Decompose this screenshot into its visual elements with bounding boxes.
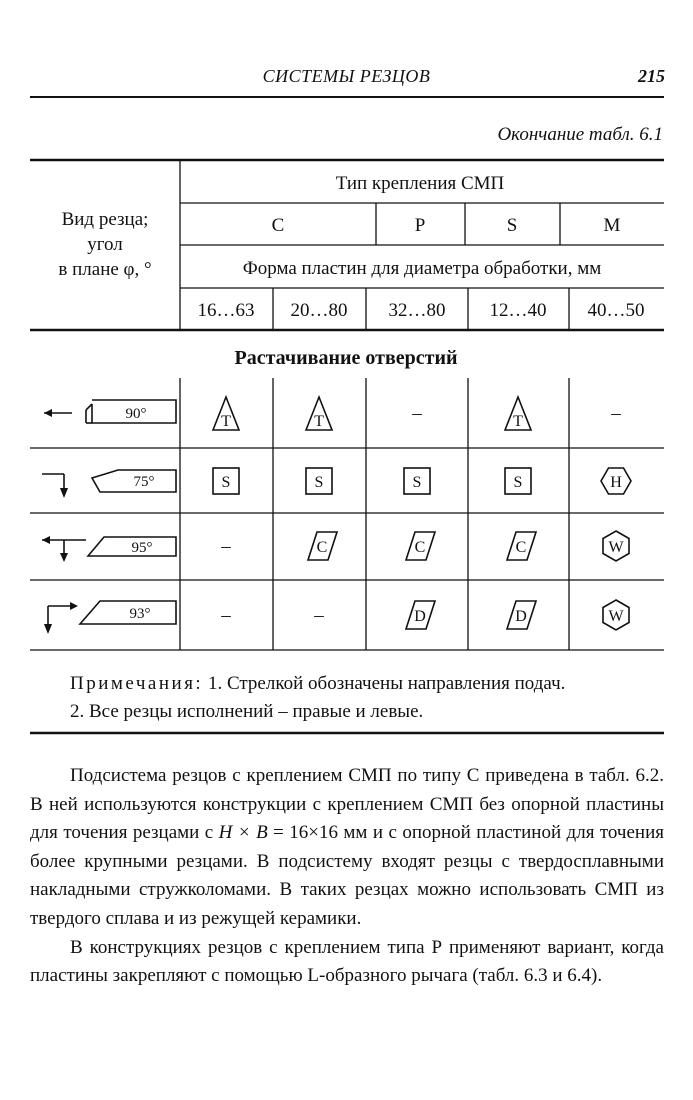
row-header-line-2: угол xyxy=(87,234,123,255)
note-1: 1. Стрелкой обозначены направления подач. xyxy=(203,673,566,694)
row-header-line-1: Вид резца; xyxy=(61,209,149,230)
insert-shape-label: S xyxy=(221,474,231,491)
insert-shape-label: S xyxy=(314,474,324,491)
insert-shape-label: S xyxy=(513,474,523,491)
insert-shape-rhombus-icon xyxy=(308,532,337,560)
diameter-range-5: 40…50 xyxy=(587,300,645,321)
cutter-icon-90 xyxy=(44,400,176,423)
insert-shape-dash-icon xyxy=(313,605,324,626)
paragraph-2: В конструкциях резцов с креплением типа Р применяют вариант, когда пластины закрепляют с помощью L-образного рычага (табл. 6.3 и 6.4). xyxy=(30,936,664,987)
insert-shape-triangle-icon xyxy=(213,397,239,430)
insert-shape-triangle-icon xyxy=(306,397,332,430)
formula-h-b: H × B xyxy=(218,822,268,844)
insert-shape-label: S xyxy=(412,474,422,491)
cutter-icon-95 xyxy=(42,536,176,562)
insert-shape-rhombus-icon xyxy=(507,601,536,629)
insert-shape-rhombus-icon xyxy=(406,532,435,560)
table-continuation-caption: Окончание табл. 6.1 xyxy=(497,124,663,145)
insert-shape-square-icon xyxy=(213,468,239,494)
insert-shape-label: C xyxy=(515,539,527,556)
insert-shape-label: T xyxy=(314,413,324,430)
insert-shape-dash-icon xyxy=(411,403,422,424)
insert-shape-square-icon xyxy=(505,468,531,494)
insert-shape-subheader: Форма пластин для диаметра обработки, мм xyxy=(242,258,602,279)
insert-shape-label: T xyxy=(221,413,231,430)
cell-dash: – xyxy=(412,403,422,424)
insert-shape-label: H xyxy=(610,474,622,491)
body-text xyxy=(30,762,664,991)
cutter-angle-90: 90° xyxy=(125,406,147,422)
notes-label: Примечания: xyxy=(70,673,204,694)
section-title-boring: Растачивание отверстий xyxy=(234,347,458,369)
insert-shape-label: C xyxy=(316,539,328,556)
cutter-angle-93: 93° xyxy=(129,606,151,622)
insert-shape-trigon-icon xyxy=(603,600,629,630)
insert-shape-dash-icon xyxy=(220,605,231,626)
cutter-angle-75: 75° xyxy=(133,474,155,490)
cutter-icon-93 xyxy=(44,601,176,634)
insert-shape-label: D xyxy=(515,608,527,625)
diameter-range-3: 32…80 xyxy=(388,300,446,321)
insert-shape-square-icon xyxy=(306,468,332,494)
cell-dash: – xyxy=(221,605,231,626)
cell-dash: – xyxy=(314,605,324,626)
cell-dash: – xyxy=(221,536,231,557)
cutter-icon-75 xyxy=(42,470,176,498)
insert-shape-label: T xyxy=(513,413,523,430)
insert-shape-label: D xyxy=(414,608,426,625)
mount-type-group-title: Тип крепления СМП xyxy=(335,173,505,194)
insert-shape-triangle-icon xyxy=(505,397,531,430)
insert-shape-hexagon-icon xyxy=(601,468,631,494)
cutter-angle-95: 95° xyxy=(131,540,153,556)
mount-type-m: M xyxy=(603,215,621,236)
table-notes xyxy=(70,670,565,726)
page-number: 215 xyxy=(638,66,665,86)
insert-shape-rhombus-icon xyxy=(406,601,435,629)
cell-dash: – xyxy=(611,403,621,424)
insert-shape-trigon-icon xyxy=(603,531,629,561)
insert-shape-label: C xyxy=(414,539,426,556)
note-2: 2. Все резцы исполнений – правые и левые. xyxy=(70,701,424,722)
insert-shape-square-icon xyxy=(404,468,430,494)
paragraph-1: Подсистема резцов с креплением СМП по типу С приведена в табл. 6.2. В ней используются конструкции с креплением СМП без опорной пластины для точения резцами с H × B = 16×16 мм и с опорной пластиной для точения более крупными резцами. В подсистему входят резцы с твердосплавными накладными стружколомами. В таких резцах можно использовать СМП из твердого сплава и из режущей керамики. xyxy=(30,765,664,929)
insert-shape-label: W xyxy=(608,539,624,556)
mount-type-s: S xyxy=(506,215,518,236)
mount-type-p: P xyxy=(414,215,426,236)
insert-shape-label: W xyxy=(608,608,624,625)
insert-shape-rhombus-icon xyxy=(507,532,536,560)
insert-shape-dash-icon xyxy=(220,536,231,557)
diameter-range-2: 20…80 xyxy=(290,300,348,321)
running-header-title: СИСТЕМЫ РЕЗЦОВ xyxy=(262,66,431,86)
diameter-range-4: 12…40 xyxy=(489,300,547,321)
diameter-range-1: 16…63 xyxy=(197,300,255,321)
insert-shape-dash-icon xyxy=(610,403,621,424)
row-header-line-3: в плане φ, ° xyxy=(58,259,152,280)
mount-type-c: C xyxy=(271,215,285,236)
